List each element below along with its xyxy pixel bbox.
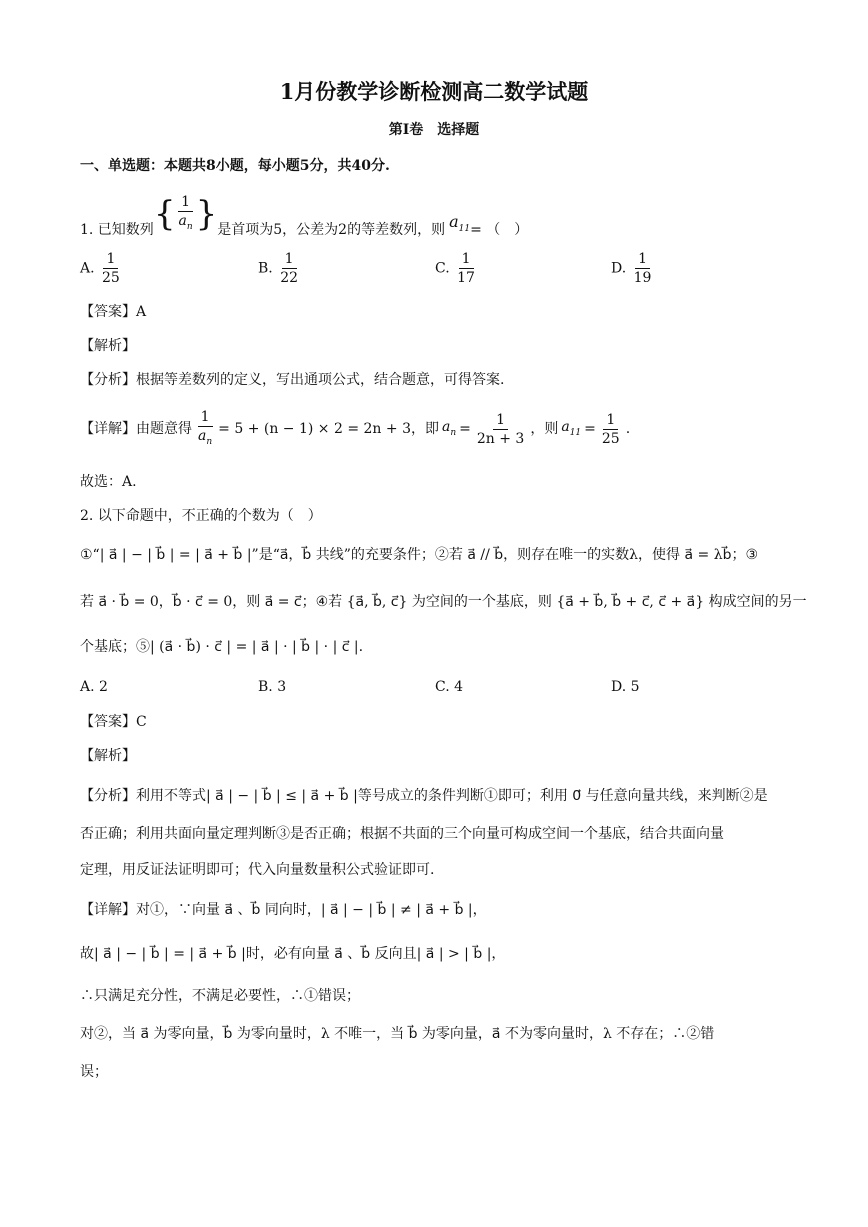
q1-conclusion: 故选：A. bbox=[80, 474, 137, 490]
q1-option-b: B. $\frac{1}{22}$ bbox=[258, 251, 299, 286]
q2-detail-line-5: 误； bbox=[80, 1064, 108, 1080]
q2-stem: 2. 以下命题中，不正确的个数为（ ） bbox=[80, 508, 322, 524]
q1-option-d: D. $\frac{1}{19}$ bbox=[611, 251, 652, 286]
section-heading: 一、单选题：本题共8小题，每小题5分，共40分. bbox=[80, 158, 390, 174]
q2-answer: 【答案】C bbox=[80, 714, 147, 730]
q1-option-c: C. $\frac{1}{17}$ bbox=[435, 251, 475, 286]
right-brace: } bbox=[195, 194, 218, 234]
q1-analysis: 【分析】根据等差数列的定义，写出通项公式，结合题意，可得答案. bbox=[80, 372, 505, 388]
q1-frac-den: $a_n$ bbox=[178, 212, 193, 232]
q2-detail-line-2: 故| a⃗ | − | b⃗ | = | a⃗ + b⃗ |时，必有向量 a⃗ 、b⃗ 反向且| a⃗ | > | b⃗ |， bbox=[80, 946, 506, 962]
q1-prefix: 1. 已知数列 bbox=[80, 222, 154, 238]
q2-analysis-line-3: 定理，用反证法证明即可；代入向量数量积公式验证即可. bbox=[80, 862, 435, 878]
question-1 bbox=[80, 188, 528, 240]
q1-analysis-head: 【解析】 bbox=[80, 338, 136, 354]
q1-sequence-fraction bbox=[175, 193, 195, 236]
q2-option-c: C. 4 bbox=[435, 679, 464, 695]
q2-line-2: 若 a⃗ · b⃗ = 0，b⃗ · c⃗ = 0，则 a⃗ = c⃗；④若 {a⃗, b⃗, c⃗} 为空间的一个基底，则 {a⃗ + b⃗, b⃗ + c⃗, c⃗ + a⃗} 构成空间的另一 bbox=[80, 594, 807, 610]
volume-heading: 第Ⅰ卷 选择题 bbox=[388, 122, 480, 138]
q2-detail-line-3: ∴只满足充分性，不满足必要性，∴①错误； bbox=[80, 988, 360, 1004]
q1-eq: = （ ） bbox=[470, 222, 529, 238]
q1-stem: 是首项为5，公差为2的等差数列，则 bbox=[217, 222, 446, 238]
q2-detail-line-4: 对②，当 a⃗ 为零向量，b⃗ 为零向量时，λ 不唯一，当 b⃗ 为零向量，a⃗ 不为零向量时，λ 不存在；∴②错 bbox=[80, 1026, 715, 1042]
q2-option-d: D. 5 bbox=[611, 679, 640, 695]
q1-detail: 【详解】由题意得 $\frac{1}{a_n}$ = 5 + (n − 1) × 2 = 2n + 3，即 $a_n$ = $\frac{1}{2n + 3}$ ，则 $a_{11}$ = $\frac{1}{25}$ . bbox=[80, 409, 631, 447]
q2-line-3: 个基底；⑤| (a⃗ · b⃗) · c⃗ | = | a⃗ | · | b⃗ | · | c⃗ |. bbox=[80, 639, 364, 655]
q2-analysis-line-1: 【分析】利用不等式| a⃗ | − | b⃗ | ≤ | a⃗ + b⃗ |等号成立的条件判断①即可；利用 0⃗ 与任意向量共线，来判断②是 bbox=[80, 788, 768, 804]
q1-option-a: A. $\frac{1}{25}$ bbox=[80, 251, 120, 286]
q1-target: $a_{11}$ bbox=[449, 212, 471, 235]
q2-line-1: ①“| a⃗ | − | b⃗ | = | a⃗ + b⃗ |”是“a⃗，b⃗ 共线”的充要条件；②若 a⃗ // b⃗，则存在唯一的实数λ，使得 a⃗ = λb⃗；③ bbox=[80, 547, 759, 563]
page-title: 1月份教学诊断检测高二数学试题 bbox=[279, 79, 589, 104]
q2-detail-line-1: 【详解】对①，∵向量 a⃗ 、b⃗ 同向时，| a⃗ | − | b⃗ | ≠ | a⃗ + b⃗ |， bbox=[80, 902, 487, 918]
q2-analysis-line-2: 否正确；利用共面向量定理判断③是否正确；根据不共面的三个向量可构成空间一个基底，结合共面向量 bbox=[80, 826, 724, 842]
left-brace: { bbox=[153, 194, 176, 234]
q1-answer: 【答案】A bbox=[80, 304, 147, 320]
q2-option-b: B. 3 bbox=[258, 679, 287, 695]
q2-analysis-head: 【解析】 bbox=[80, 748, 136, 764]
q1-frac-num: 1 bbox=[178, 193, 193, 212]
q2-option-a: A. 2 bbox=[80, 679, 108, 695]
